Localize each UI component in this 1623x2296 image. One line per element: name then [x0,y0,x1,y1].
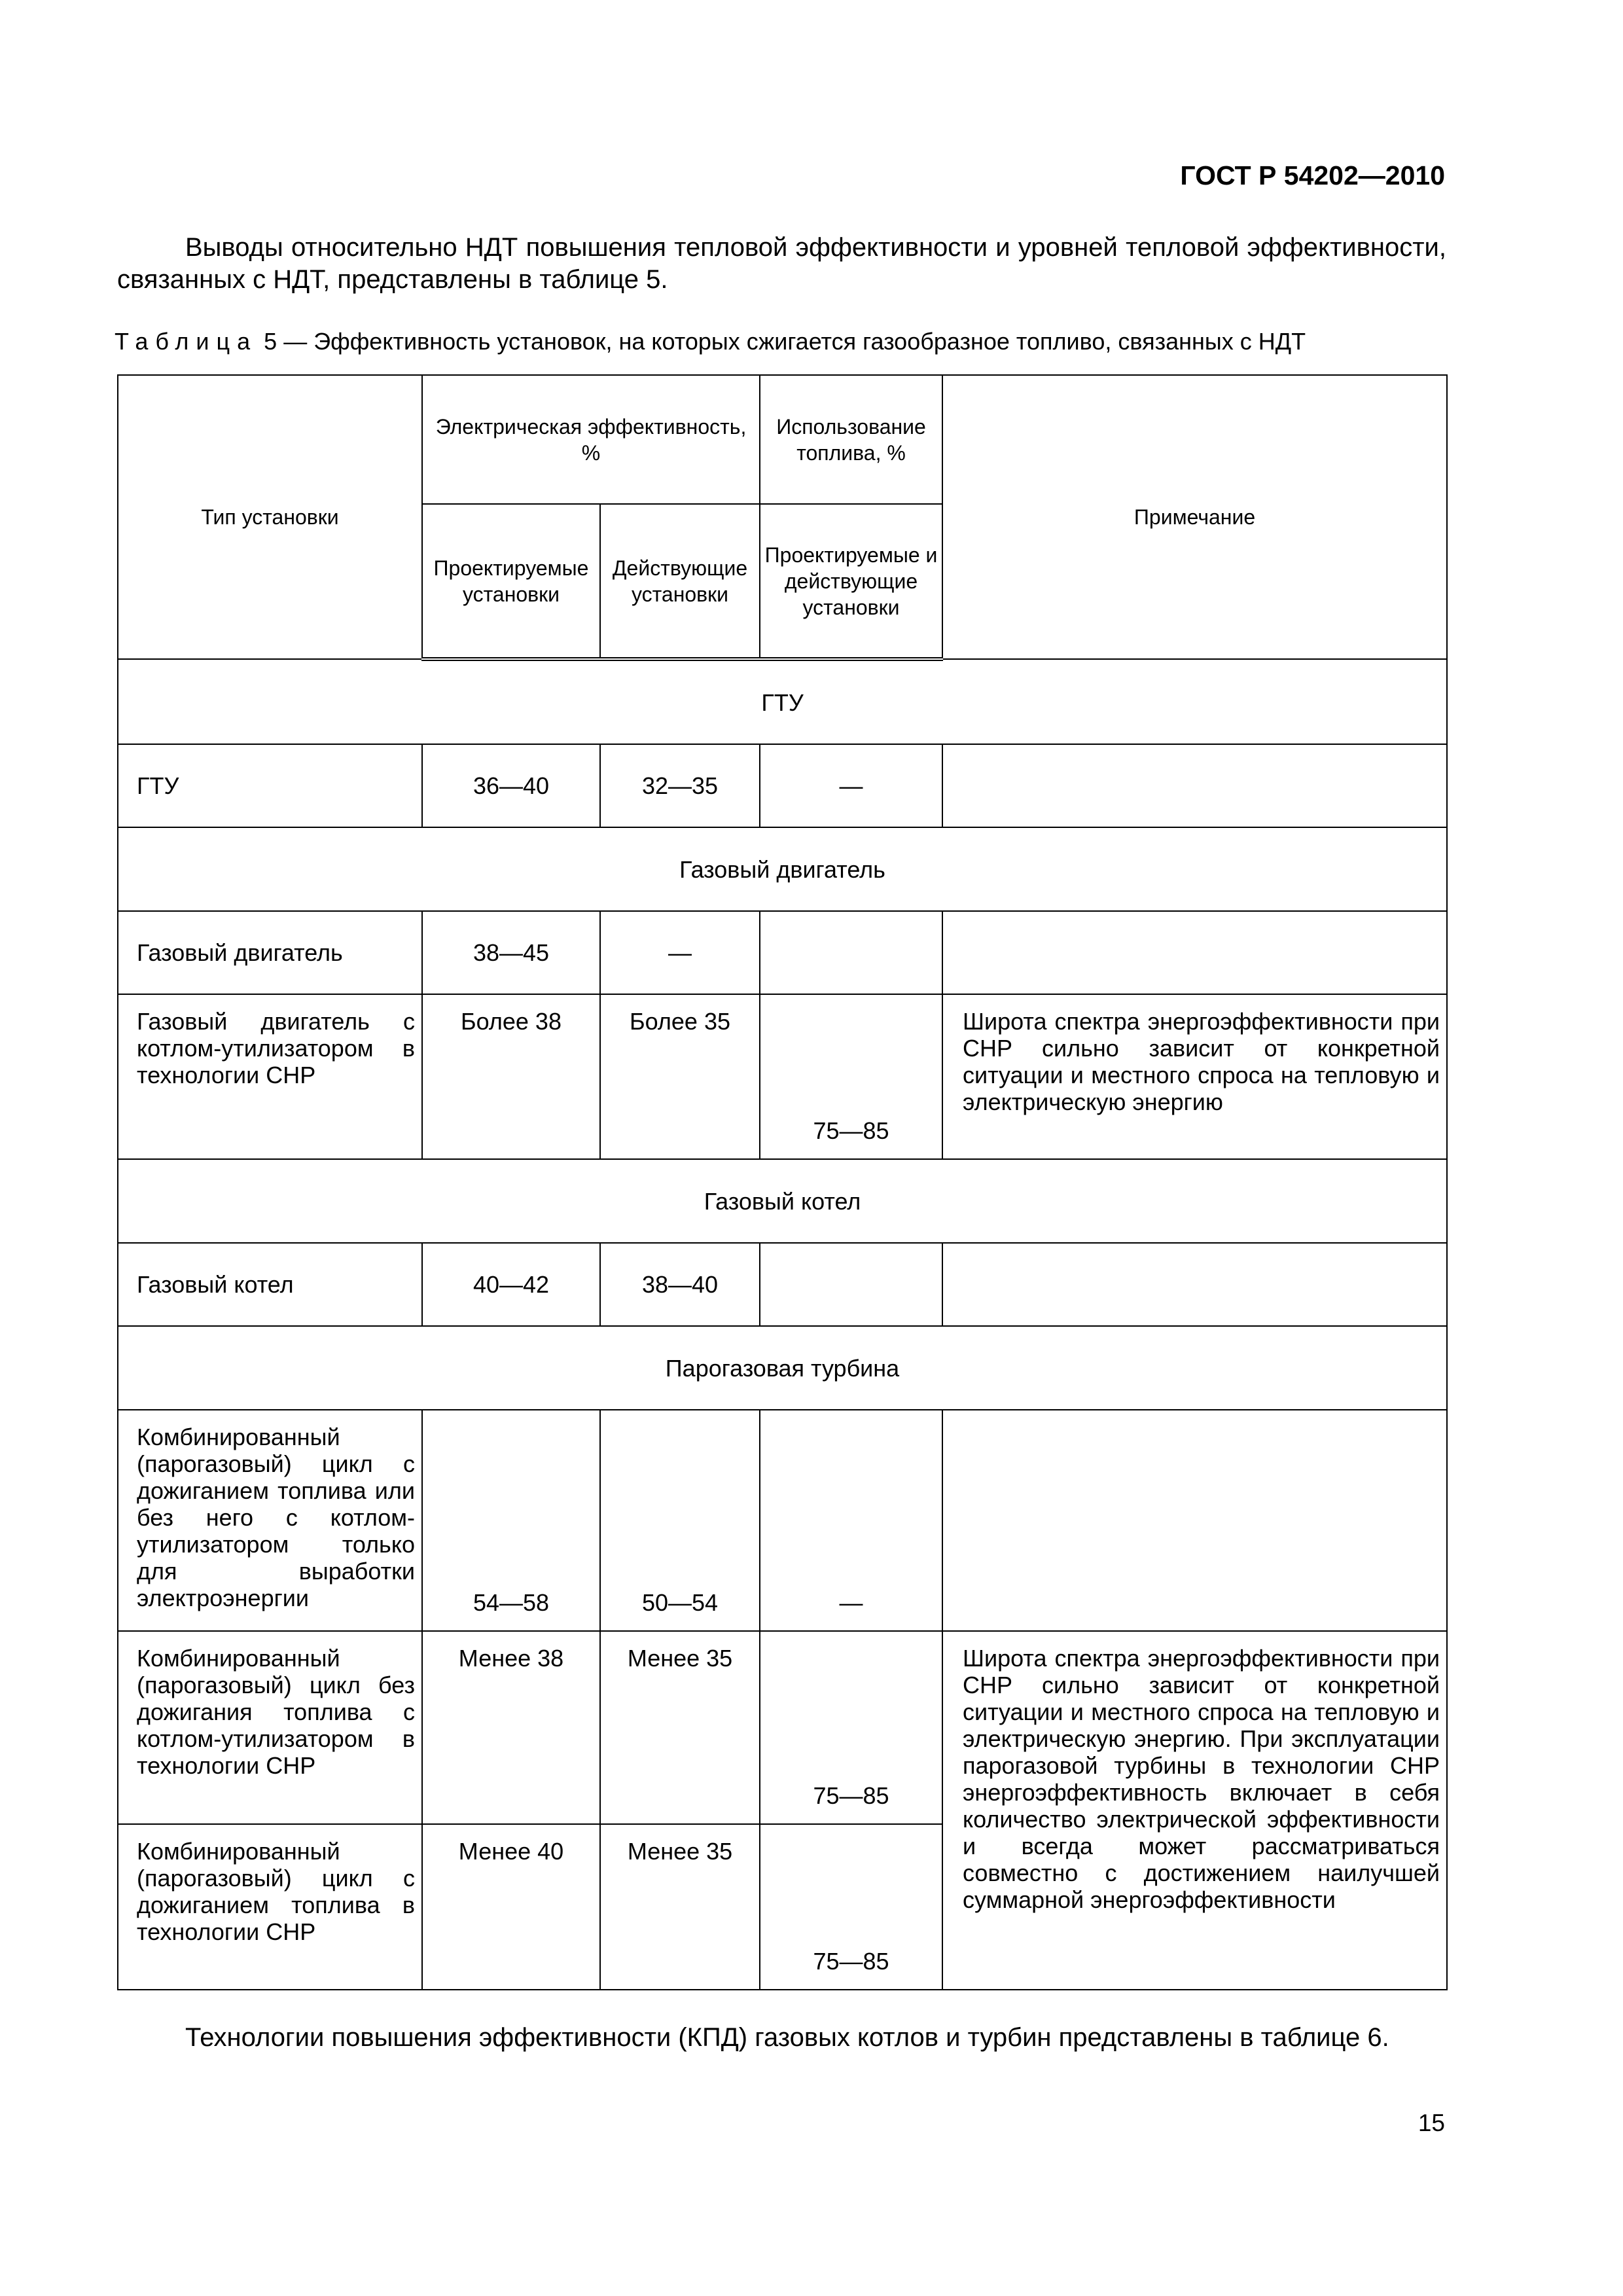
cell-fuel: 75—85 [760,1824,942,1990]
cell-fuel [760,1243,942,1326]
cell-type: Газовый двигатель [118,911,422,994]
cell-note: Широта спектра энергоэффективности при CHP сильно зависит от конкретной ситуации и местного спроса на тепловую и электрическую энергию [942,994,1447,1159]
header-existing: Действующие установки [600,504,760,659]
header-both: Проектируемые и действующие установки [760,504,942,659]
cell-fuel [760,911,942,994]
table-row [118,1631,1447,1824]
cell-note [942,1410,1447,1631]
cell-existing: 38—40 [600,1243,760,1326]
cell-type: Комбинированный (парогазовый) цикл с дожиганием топлива или без него с котлом-утилизатором только для выработки электроэнергии [118,1410,422,1631]
section-ccgt: Парогазовая турбина [118,1326,1447,1410]
cell-designed: Менее 40 [422,1824,600,1990]
table-caption [115,327,1450,356]
section-gas-engine: Газовый двигатель [118,827,1447,911]
header-electric: Электрическая эффективность, % [422,375,760,504]
cell-type: Газовый двигатель с котлом-утилизатором в технологии CHP [118,994,422,1159]
cell-note [942,911,1447,994]
cell-note: Широта спектра энергоэффективности при CHP сильно зависит от конкретной ситуации и местного спроса на тепловую и электрическую энергию. При эксплуатации парогазовой турбины в технологии CHP энергоэффективность включает в себя количество электрической эффективности и всегда может рассматриваться совместно с достижением наилучшей суммарной энергоэффективности [942,1631,1447,1990]
section-row [118,827,1447,911]
cell-designed: 40—42 [422,1243,600,1326]
cell-existing: 50—54 [600,1410,760,1631]
table-row [118,1410,1447,1631]
table-caption-text: 5 — Эффективность установок, на которых сжигается газообразное топливо, связанных с НДТ [264,328,1306,355]
cell-existing: Менее 35 [600,1631,760,1824]
table-caption-label: Таблица [115,328,258,355]
header-type: Тип установки [118,375,422,659]
intro-paragraph [117,232,1446,296]
cell-fuel: 75—85 [760,1631,942,1824]
outro-text: Технологии повышения эффективности (КПД) газовых котлов и турбин представлены в таблице 6. [185,2023,1389,2052]
cell-designed: 38—45 [422,911,600,994]
outro-paragraph [117,2022,1446,2054]
section-gtu: ГТУ [118,659,1447,744]
table-row [118,1243,1447,1326]
cell-fuel: — [760,1410,942,1631]
cell-designed: Более 38 [422,994,600,1159]
header-designed: Проектируемые установки [422,504,600,659]
table-row [118,911,1447,994]
cell-designed: 54—58 [422,1410,600,1631]
table-row [118,994,1447,1159]
cell-note [942,744,1447,827]
header-note: Примечание [942,375,1447,659]
standard-number: ГОСТ Р 54202—2010 [1180,160,1445,190]
cell-existing: 32—35 [600,744,760,827]
intro-text: Выводы относительно НДТ повышения тепловой эффективности и уровней тепловой эффективности, связанных с НДТ, представлены в таблице 5. [117,233,1446,294]
cell-existing: Менее 35 [600,1824,760,1990]
section-row [118,659,1447,744]
cell-type: Комбинированный (парогазовый) цикл без дожигания топлива с котлом-утилизатором в технологии CHP [118,1631,422,1824]
cell-fuel: 75—85 [760,994,942,1159]
header-fuel: Использование топлива, % [760,375,942,504]
section-row [118,1326,1447,1410]
cell-designed: Менее 38 [422,1631,600,1824]
section-gas-boiler: Газовый котел [118,1159,1447,1243]
efficiency-table [117,374,1448,1990]
cell-type: Газовый котел [118,1243,422,1326]
cell-existing: Более 35 [600,994,760,1159]
cell-type: Комбинированный (парогазовый) цикл с дожиганием топлива в технологии CHP [118,1824,422,1990]
cell-existing: — [600,911,760,994]
header-row-1 [118,375,1447,504]
section-row [118,1159,1447,1243]
page-number: 15 [1418,2109,1445,2136]
table-row [118,744,1447,827]
cell-designed: 36—40 [422,744,600,827]
cell-fuel: — [760,744,942,827]
cell-type: ГТУ [118,744,422,827]
cell-note [942,1243,1447,1326]
